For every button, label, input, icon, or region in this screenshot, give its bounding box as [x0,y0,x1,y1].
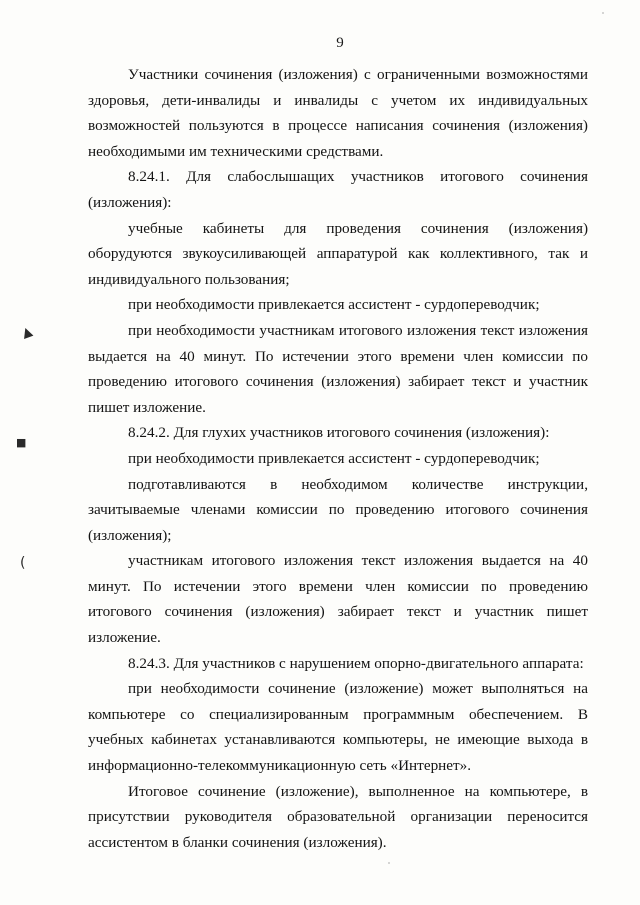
margin-mark-icon: ■ [16,436,27,449]
paragraph-classrooms-equipment: учебные кабинеты для проведения сочинения (изложения) оборудуются звукоусиливающей аппаратурой как коллективного, так и индивидуального пользования; [88,219,588,288]
paragraph-heading-8-24-2: 8.24.2. Для глухих участников итогового сочинения (изложения): [128,424,550,442]
margin-mark-icon: ( [20,555,26,571]
paragraph-heading-8-24-3: 8.24.3. Для участников с нарушением опорно-двигательного аппарата: [128,654,584,672]
paragraph-intro: Участники сочинения (изложения) с ограниченными возможностями здоровья, дети-инвалиды и инвалиды с учетом их индивидуальных возможностей пользуются в процессе написания сочинения (изложения) необходимыми им техническими средствами. [88,66,588,160]
paragraph-text-time-2: участникам итогового изложения текст изложения выдается на 40 минут. По истечении этого времени член комиссии по проведению итогового сочинения (изложения) забирает текст и участник пишет изложение. [88,552,588,647]
paragraph-transfer: Итоговое сочинение (изложение), выполненное на компьютере, в присутствии руководителя образовательной организации переносится ассистентом в бланки сочинения (изложения). [88,782,588,851]
scan-speck [602,12,604,14]
scan-speck [388,862,390,864]
document-body [88,62,588,855]
paragraph-sign-interpreter-2: при необходимости привлекается ассистент - сурдопереводчик; [128,449,540,467]
margin-mark-icon: ▲ [19,323,35,342]
page-number: 9 [336,35,344,51]
paragraph-heading-8-24-1: 8.24.1. Для слабослышащих участников итогового сочинения (изложения): [88,168,588,211]
paragraph-text-time-1: при необходимости участникам итогового изложения текст изложения выдается на 40 минут. По истечении этого времени член комиссии по проведению итогового сочинения (изложения) забирает текст и участник пишет изложение. [88,321,588,416]
paragraph-sign-interpreter-1: при необходимости привлекается ассистент - сурдопереводчик; [128,296,540,314]
paragraph-instructions: подготавливаются в необходимом количестве инструкции, зачитываемые членами комиссии по проведению итогового сочинения (изложения); [88,475,588,544]
paragraph-computer-use: при необходимости сочинение (изложение) может выполняться на компьютере со специализированным программным обеспечением. В учебных кабинетах устанавливаются компьютеры, не имеющие выхода в информационно-телекоммуникационную сеть «Интернет». [88,680,588,775]
